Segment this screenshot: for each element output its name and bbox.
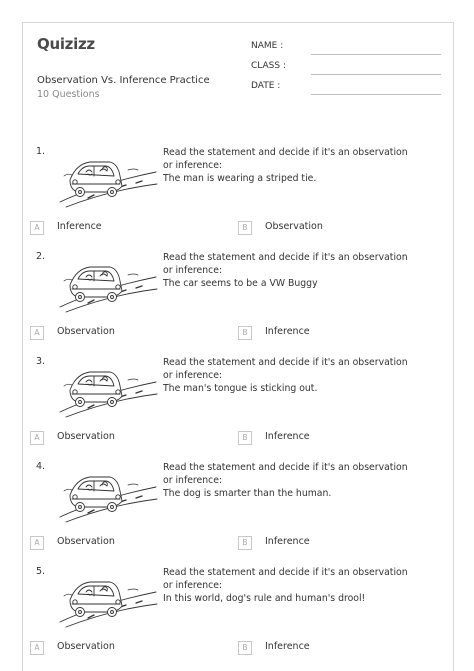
option-letter-box: B	[238, 641, 252, 655]
worksheet-title: Observation Vs. Inference Practice	[37, 75, 210, 86]
class-label: CLASS :	[251, 61, 286, 71]
class-field[interactable]	[251, 61, 441, 75]
question-count: 10 Questions	[37, 89, 100, 100]
question-statement: In this world, dog's rule and human's drool!	[163, 593, 366, 605]
car-dog-illustration	[58, 255, 158, 313]
option-label: Observation	[57, 326, 115, 337]
option-label: Observation	[265, 221, 323, 232]
question-text	[163, 251, 413, 291]
question-1	[23, 146, 453, 251]
class-line	[311, 74, 441, 75]
name-label: NAME :	[251, 41, 284, 51]
option-label: Inference	[265, 641, 310, 652]
option-letter-box: A	[30, 641, 44, 655]
date-label: DATE :	[251, 81, 281, 91]
question-text	[163, 461, 413, 501]
option-label: Observation	[57, 431, 115, 442]
option-label: Inference	[265, 326, 310, 337]
question-prompt: Read the statement and decide if it's an observation or inference:	[163, 147, 408, 172]
question-prompt: Read the statement and decide if it's an observation or inference:	[163, 252, 408, 277]
option-label: Inference	[265, 431, 310, 442]
option-letter-box: B	[238, 221, 252, 235]
question-statement: The dog is smarter than the human.	[163, 488, 332, 500]
car-dog-illustration	[58, 465, 158, 523]
car-dog-illustration	[58, 150, 158, 208]
option-label: Inference	[57, 221, 102, 232]
option-label: Observation	[57, 536, 115, 547]
option-letter-box: A	[30, 431, 44, 445]
question-number: 5.	[36, 566, 46, 577]
question-4	[23, 461, 453, 566]
car-dog-illustration	[58, 360, 158, 418]
question-text	[163, 356, 413, 396]
question-statement: The man is wearing a striped tie.	[163, 173, 317, 185]
name-field[interactable]	[251, 41, 441, 55]
question-statement: The car seems to be a VW Buggy	[163, 278, 318, 290]
date-line	[311, 94, 441, 95]
option-label: Observation	[57, 641, 115, 652]
question-5	[23, 566, 453, 671]
question-number: 3.	[36, 356, 46, 367]
question-number: 1.	[36, 146, 46, 157]
question-statement: The man's tongue is sticking out.	[163, 383, 318, 395]
name-line	[311, 54, 441, 55]
option-letter-box: B	[238, 431, 252, 445]
option-label: Inference	[265, 536, 310, 547]
question-number: 4.	[36, 461, 46, 472]
question-number: 2.	[36, 251, 46, 262]
car-dog-illustration	[58, 570, 158, 628]
question-2	[23, 251, 453, 356]
question-prompt: Read the statement and decide if it's an observation or inference:	[163, 462, 408, 487]
option-letter-box: A	[30, 326, 44, 340]
worksheet	[22, 22, 454, 671]
option-letter-box: A	[30, 536, 44, 550]
quizizz-logo: Quizizz	[37, 35, 95, 53]
option-letter-box: A	[30, 221, 44, 235]
question-prompt: Read the statement and decide if it's an observation or inference:	[163, 567, 408, 592]
question-text	[163, 146, 413, 186]
date-field[interactable]	[251, 81, 441, 95]
question-text	[163, 566, 413, 606]
option-letter-box: B	[238, 326, 252, 340]
question-3	[23, 356, 453, 461]
question-prompt: Read the statement and decide if it's an observation or inference:	[163, 357, 408, 382]
option-letter-box: B	[238, 536, 252, 550]
